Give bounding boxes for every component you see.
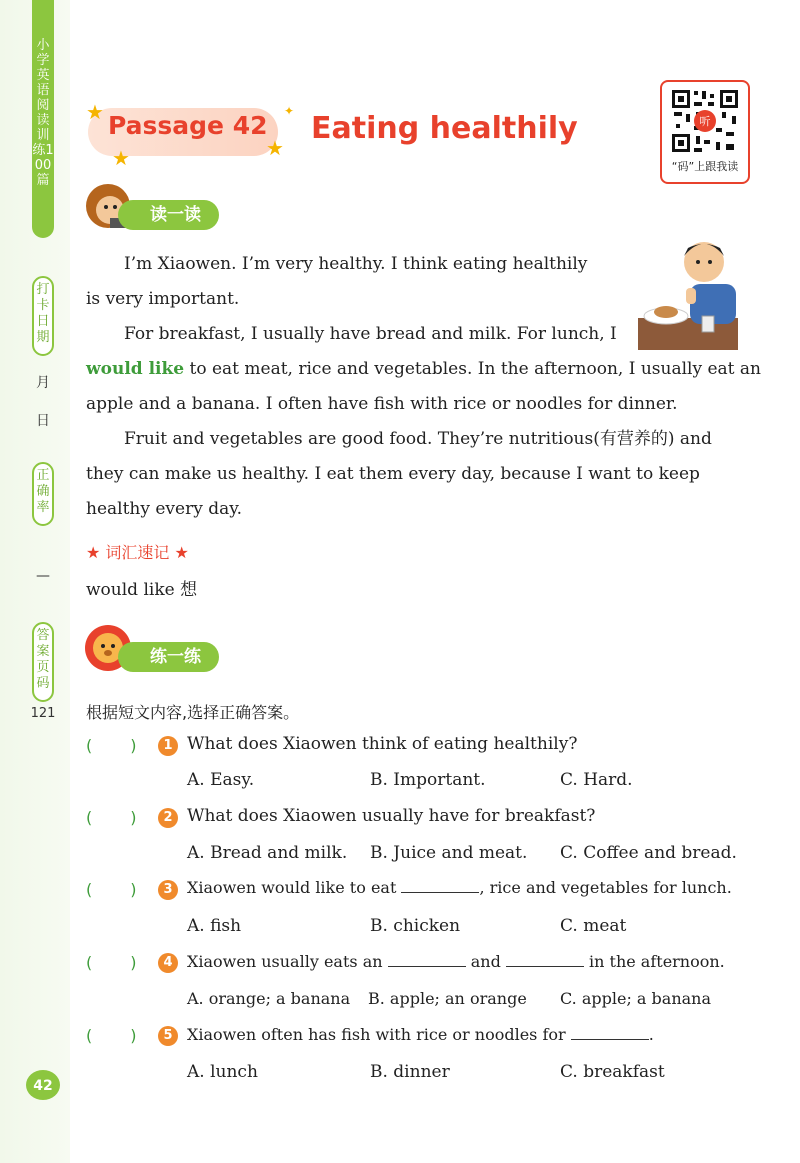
page-title: Eating healthily [311, 111, 578, 146]
accuracy-dash: — [36, 568, 50, 584]
section-badge-practice: 练一练 [118, 642, 219, 672]
question-1-text: What does Xiaowen think of eating healthily? [187, 734, 578, 754]
question-2-option-a[interactable]: A. Bread and milk. [187, 843, 348, 863]
qr-code-box[interactable] [660, 80, 750, 184]
checkin-date-label: 打卡日期 [32, 276, 54, 356]
question-3-option-a[interactable]: A. fish [187, 916, 242, 936]
question-number-1: 1 [158, 736, 178, 756]
answer-page-label: 答案页码 [32, 622, 54, 702]
question-5-text: Xiaowen often has fish with rice or noodles for . [187, 1025, 654, 1044]
fill-blank[interactable] [571, 1025, 649, 1040]
question-number-5: 5 [158, 1026, 178, 1046]
fill-blank[interactable] [388, 952, 466, 967]
month-label: 月 [36, 375, 50, 391]
star-icon: ★ [86, 100, 104, 124]
listen-icon-label: 听 [699, 115, 711, 128]
paragraph-3-line-3: healthy every day. [86, 499, 242, 519]
question-4-option-c[interactable]: C. apple; a banana [560, 989, 712, 1008]
star-icon: ★ [112, 146, 130, 170]
vocab-title: ★ 词汇速记 ★ [86, 543, 189, 562]
question-5-option-a[interactable]: A. lunch [187, 1062, 258, 1082]
vocab-item: would like 想 [86, 580, 198, 600]
question-1-option-a[interactable]: A. Easy. [187, 770, 255, 790]
paragraph-2-line-2 [86, 352, 761, 387]
qr-caption: “码”上跟我读 [671, 160, 739, 173]
answer-blank-2[interactable]: ( ) [86, 808, 137, 827]
star-icon: ✦ [284, 104, 295, 118]
passage-number: Passage 42 [108, 111, 268, 140]
star-icon: ★ [266, 136, 284, 160]
day-label: 日 [36, 413, 50, 429]
question-4-option-b[interactable]: B. apple; an orange [368, 989, 527, 1008]
paragraph-3-line-2: they can make us healthy. I eat them every day, because I want to keep [86, 464, 700, 484]
instruction-text: 根据短文内容,选择正确答案。 [86, 703, 300, 722]
answer-blank-1[interactable]: ( ) [86, 736, 137, 755]
question-1-option-b[interactable]: B. Important. [370, 770, 486, 790]
book-title: 小学英语阅读训练100篇 [32, 0, 54, 238]
question-3-option-c[interactable]: C. meat [560, 916, 627, 936]
question-2-option-c[interactable]: C. Coffee and bread. [560, 843, 737, 863]
question-number-4: 4 [158, 953, 178, 973]
question-number-3: 3 [158, 880, 178, 900]
page-number: 42 [26, 1070, 60, 1100]
paragraph-1-line-1: I’m Xiaowen. I’m very healthy. I think eating healthily [124, 254, 588, 274]
answer-blank-4[interactable]: ( ) [86, 953, 137, 972]
accuracy-label: 正确率 [32, 462, 54, 526]
answer-page-number: 121 [30, 706, 56, 721]
question-3-option-b[interactable]: B. chicken [370, 916, 461, 936]
qr-code-icon[interactable] [670, 88, 740, 154]
question-4-text: Xiaowen usually eats an and in the afternoon. [187, 952, 725, 971]
fill-blank[interactable] [506, 952, 584, 967]
question-3-text: Xiaowen would like to eat , rice and vegetables for lunch. [187, 878, 732, 897]
answer-blank-5[interactable]: ( ) [86, 1026, 137, 1045]
question-4-option-a[interactable]: A. orange; a banana [187, 989, 351, 1008]
vocab-highlight: would like [86, 359, 185, 379]
sidebar [0, 0, 70, 1163]
question-number-2: 2 [158, 808, 178, 828]
answer-blank-3[interactable]: ( ) [86, 880, 137, 899]
question-2-option-b[interactable]: B. Juice and meat. [370, 843, 528, 863]
section-badge-read: 读一读 [118, 200, 219, 230]
question-5-option-c[interactable]: C. breakfast [560, 1062, 665, 1082]
paragraph-2-line-2-text: to eat meat, rice and vegetables. In the afternoon, I usually eat an [184, 359, 761, 379]
paragraph-2-line-3: apple and a banana. I often have fish with rice or noodles for dinner. [86, 394, 678, 414]
paragraph-1-line-2: is very important. [86, 289, 240, 309]
question-2-text: What does Xiaowen usually have for breakfast? [187, 806, 596, 826]
fill-blank[interactable] [401, 878, 479, 893]
paragraph-2-line-1: For breakfast, I usually have bread and milk. For lunch, I [124, 324, 617, 344]
paragraph-3-line-1: Fruit and vegetables are good food. They’re nutritious(有营养的) and [124, 429, 712, 449]
boy-eating-illustration [632, 232, 748, 354]
question-1-option-c[interactable]: C. Hard. [560, 770, 633, 790]
question-5-option-b[interactable]: B. dinner [370, 1062, 450, 1082]
